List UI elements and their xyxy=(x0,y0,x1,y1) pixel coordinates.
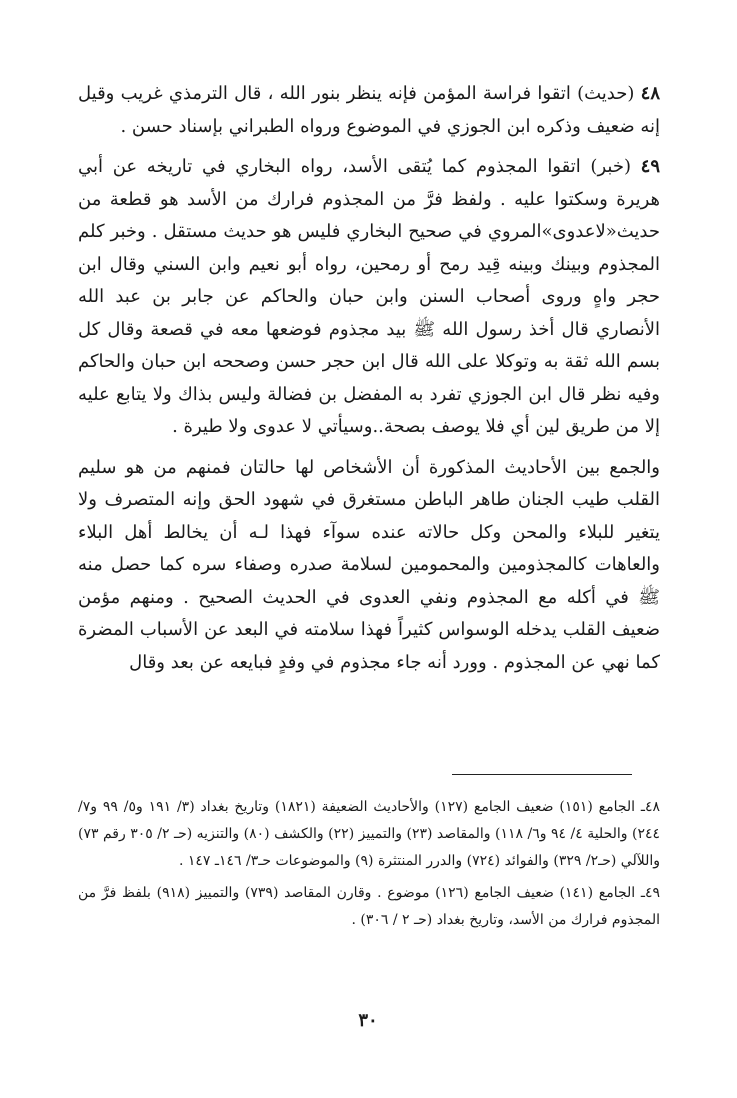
entry-48 xyxy=(78,78,660,143)
footnote-49: ٤٩ـ الجامع (١٤١) ضعيف الجامع (١٢٦) موضوع . وقارن المقاصد (٧٣٩) والتمييز (٩١٨) بلفظ فرَّ من المجذوم فرارك من الأسد، وتاريخ بغداد (حـ ٢ / ٣٠٦) . xyxy=(78,885,661,928)
entry-48-number: ٤٨ xyxy=(640,83,660,104)
page-number: ٣٠ xyxy=(358,1010,378,1031)
footnotes xyxy=(78,794,660,939)
reconciliation-paragraph: والجمع بين الأحاديث المذكورة أن الأشخاص لها حالتان فمنهم من هو سليم القلب طيب الجنان طاهر الباطن مستغرق في شهود الحق وإنه المتصرف ولا يتغير للبلاء والمحن وكل حالاته عنده سوآء فهذا لـه أن يخالط أهل البلاء والعاهات كالمجذومين والمحمومين لسلامة صدره وصفاء سره كما حصل منه ﷺ في أكله مع المجذوم ونفي العدوى في الحديث الصحيح . ومنهم مؤمن ضعيف القلب يدخله الوسواس كثيراً فهذا سلامته في البعد عن الأسباب المضرة كما نهي عن المجذوم . وورد أنه جاء مجذوم في وفدٍ فبايعه عن بعد وقال xyxy=(78,456,660,673)
entry-48-text: (حديث) اتقوا فراسة المؤمن فإنه ينظر بنور الله ، قال الترمذي غريب وقيل إنه ضعيف وذكره ابن الجوزي في الموضوع ورواه الطبراني بإسناد حسن . xyxy=(78,83,660,137)
entry-49-text: (خبر) اتقوا المجذوم كما يُتقى الأسد، رواه البخاري في تاريخه عن أبي هريرة وسكتوا عليه . ولفظ فرَّ من المجذوم فرارك من الأسد هو قطعة من حديث«لاعدوى»المروي في صحيح البخاري فليس هو حديث مستقل . وخبر كلم المجذوم وبينك وبينه قِيد رمح أو رمحين، رواه أبو نعيم وابن السني وقال ابن حجر واهٍ وروى أصحاب السنن وابن حبان والحاكم عن جابر بن عبد الله الأنصاري قال أخذ رسول الله ﷺ بيد مجذوم فوضعها معه في قصعة وقال كل بسم الله ثقة به وتوكلا على الله قال ابن حجر حسن وصححه ابن حبان والحاكم وفيه نظر قال ابن الجوزي تفرد به المفضل بن فضالة وليس بذاك ولا يتابع عليه إلا من طريق لين أي فلا يوصف بصحة..وسيأتي لا عدوى ولا طيرة . xyxy=(78,156,660,437)
entry-49 xyxy=(78,151,660,444)
footnote-48: ٤٨ـ الجامع (١٥١) ضعيف الجامع (١٢٧) والأحاديث الضعيفة (١٨٢١) وتاريخ بغداد (٣/ ١٩١ و٥/ ٩٩ و٧/ ٢٤٤) والحلية ٤/ ٩٤ و٦/ ١١٨) والمقاصد (٢٣) والتمييز (٢٢) والكشف (٨٠) والتنزيه (حـ ٢/ ٣٠٥ رقم ٧٣) واللآلي (حـ٢/ ٣٢٩) والفوائد (٧٢٤) والدرر المنتثرة (٩) والموضوعات حـ٣/ ١٤٦ـ ١٤٧ . xyxy=(78,799,661,869)
footnote-separator xyxy=(452,774,632,775)
main-text xyxy=(78,78,660,687)
entry-49-number: ٤٩ xyxy=(640,156,660,177)
